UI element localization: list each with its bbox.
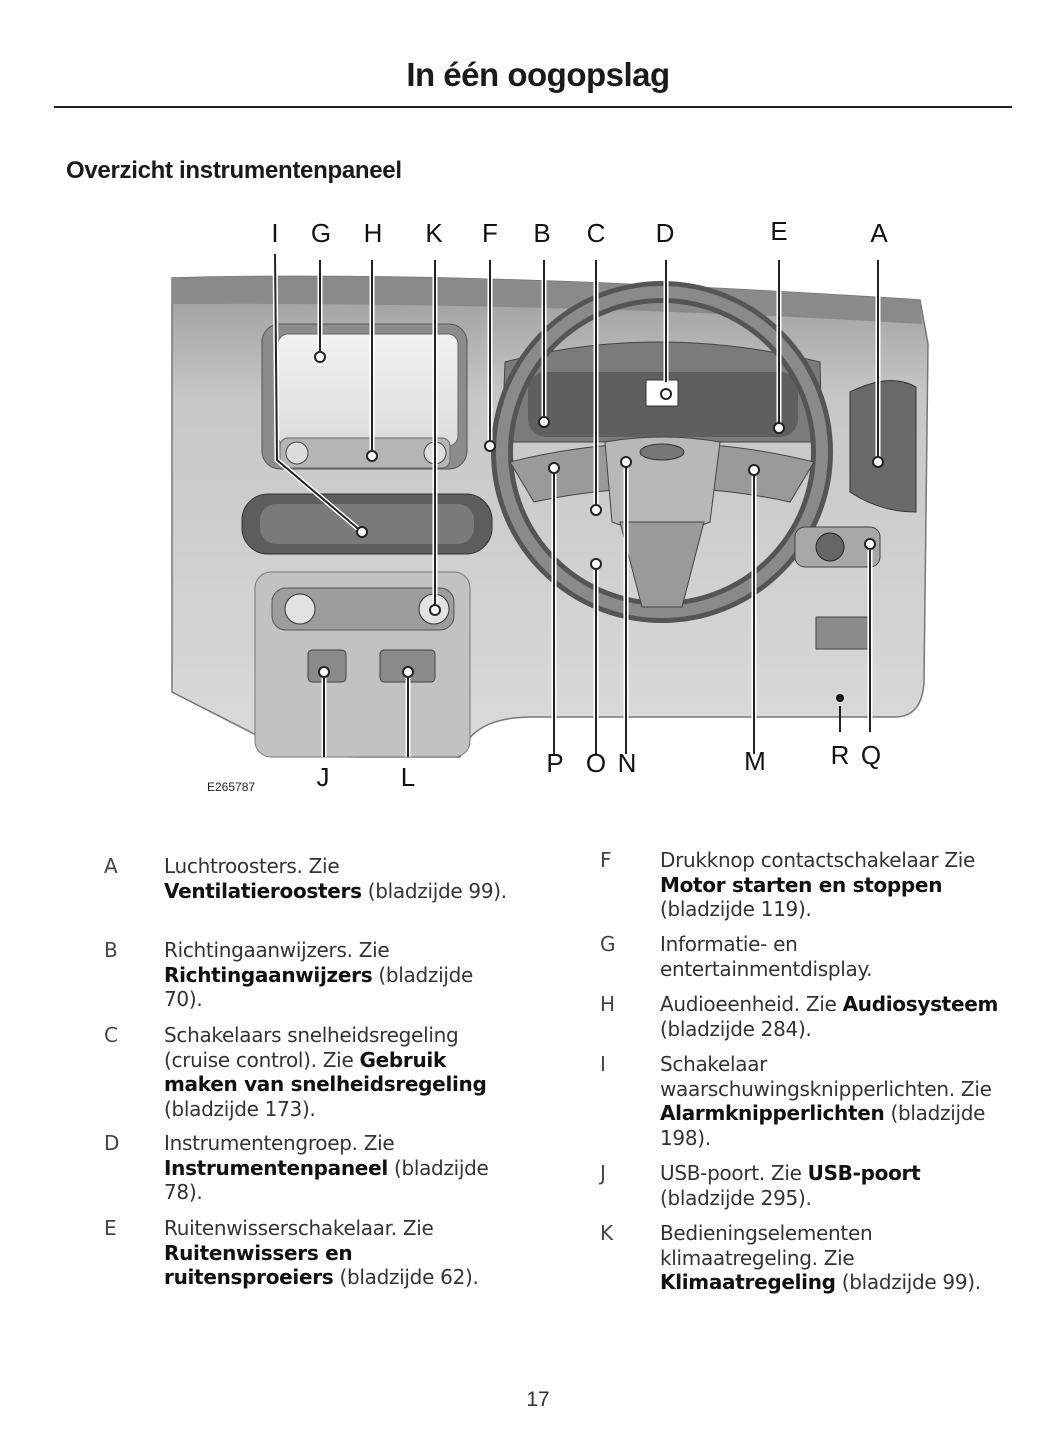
legend-letter: I xyxy=(600,1052,606,1076)
legend-description xyxy=(164,938,516,1012)
dashboard-illustration xyxy=(150,212,940,802)
legend-description xyxy=(164,854,516,903)
legend-reference: Klimaatregeling xyxy=(660,1270,836,1294)
callout-letter: M xyxy=(744,746,766,776)
legend-reference: USB-poort xyxy=(807,1161,921,1185)
callout-letter: G xyxy=(310,218,332,248)
callout-letter: A xyxy=(870,218,888,248)
legend-page-ref: (bladzijde 62). xyxy=(333,1265,479,1289)
legend-reference: Instrumentenpaneel xyxy=(164,1155,388,1180)
legend-text: Informatie- en entertainmentdisplay. xyxy=(660,932,873,981)
section-heading: Overzicht instrumentenpaneel xyxy=(66,157,402,184)
legend-reference: Ruitenwissers en ruitensproeiers xyxy=(164,1240,353,1289)
legend-reference: Gebruik maken van snelheidsregeling xyxy=(164,1047,487,1096)
figure-id: E265787 xyxy=(207,780,256,794)
callout-letter: L xyxy=(400,762,416,792)
legend-description xyxy=(164,1131,516,1205)
legend-text: Instrumentengroep. Zie xyxy=(164,1131,395,1155)
legend-text: Bedieningselementen klimaatregeling. Zie xyxy=(660,1221,873,1270)
callout-letter: B xyxy=(533,218,551,248)
legend-description xyxy=(660,1161,1012,1210)
legend-reference: Motor starten en stoppen xyxy=(660,872,943,897)
title-divider xyxy=(54,106,1012,108)
callout-letter: Q xyxy=(860,740,882,770)
callout-letter: F xyxy=(482,218,498,248)
callout-letter: R xyxy=(830,740,850,770)
legend-page-ref: (bladzijde 295). xyxy=(660,1185,812,1210)
callout-letter: J xyxy=(316,762,330,792)
legend-letter: E xyxy=(104,1216,117,1240)
legend-letter: D xyxy=(104,1131,120,1155)
legend-reference: Audiosysteem xyxy=(842,992,999,1016)
legend-page-ref: (bladzijde 198). xyxy=(660,1101,986,1150)
legend-text: Drukknop contactschakelaar Zie xyxy=(660,848,976,872)
dashboard-drawing xyxy=(150,212,940,802)
legend-letter: A xyxy=(104,854,118,878)
legend-reference: Ventilatieroosters xyxy=(164,878,362,903)
legend-letter: K xyxy=(600,1221,613,1245)
legend-text: Audioeenheid. Zie xyxy=(660,992,843,1016)
callout-letter: H xyxy=(363,218,383,248)
callout-letter: N xyxy=(617,748,637,778)
legend-page-ref: (bladzijde 99). xyxy=(835,1270,981,1294)
callout-letter: D xyxy=(655,218,675,248)
legend-reference: Alarmknipperlichten xyxy=(660,1101,885,1125)
legend-letter: B xyxy=(104,938,118,962)
legend-page-ref: (bladzijde 70). xyxy=(164,962,473,1011)
legend-letter: F xyxy=(600,848,612,872)
callout-letter: K xyxy=(425,218,443,248)
legend-description xyxy=(164,1216,516,1290)
callout-letter: C xyxy=(586,218,606,248)
callout-letter: E xyxy=(770,216,788,246)
legend-letter: C xyxy=(104,1023,118,1047)
legend-page-ref: (bladzijde 78). xyxy=(164,1155,489,1204)
legend-reference: Richtingaanwijzers xyxy=(164,962,373,987)
legend-letter: J xyxy=(600,1161,606,1185)
legend-text: Ruitenwisserschakelaar. Zie xyxy=(164,1216,434,1240)
legend-page-ref: (bladzijde 99). xyxy=(361,878,507,903)
legend-description xyxy=(660,992,1012,1041)
callout-letter: I xyxy=(271,218,279,248)
page-title: In één oogopslag xyxy=(406,56,670,93)
legend-page-ref: (bladzijde 119). xyxy=(660,897,812,921)
legend-letter: G xyxy=(600,932,616,956)
legend-text: Luchtroosters. Zie xyxy=(164,854,340,878)
legend-page-ref: (bladzijde 173). xyxy=(164,1096,316,1121)
callout-letter: P xyxy=(546,748,564,778)
legend-text: Schakelaar waarschuwingsknipperlichten. Zie xyxy=(660,1052,992,1101)
legend-text: Schakelaars snelheidsregeling (cruise control). Zie xyxy=(164,1023,459,1072)
legend-page-ref: (bladzijde 284). xyxy=(660,1016,812,1041)
legend-description xyxy=(660,1221,1012,1295)
legend-text: Richtingaanwijzers. Zie xyxy=(164,938,390,962)
page-number: 17 xyxy=(526,1388,550,1411)
legend-description xyxy=(660,848,1012,922)
legend-description xyxy=(660,932,1012,981)
legend-description xyxy=(164,1023,516,1121)
legend-text: USB-poort. Zie xyxy=(660,1161,808,1185)
callout-letter: O xyxy=(585,748,607,778)
legend-description xyxy=(660,1052,1012,1150)
legend-letter: H xyxy=(600,992,615,1016)
